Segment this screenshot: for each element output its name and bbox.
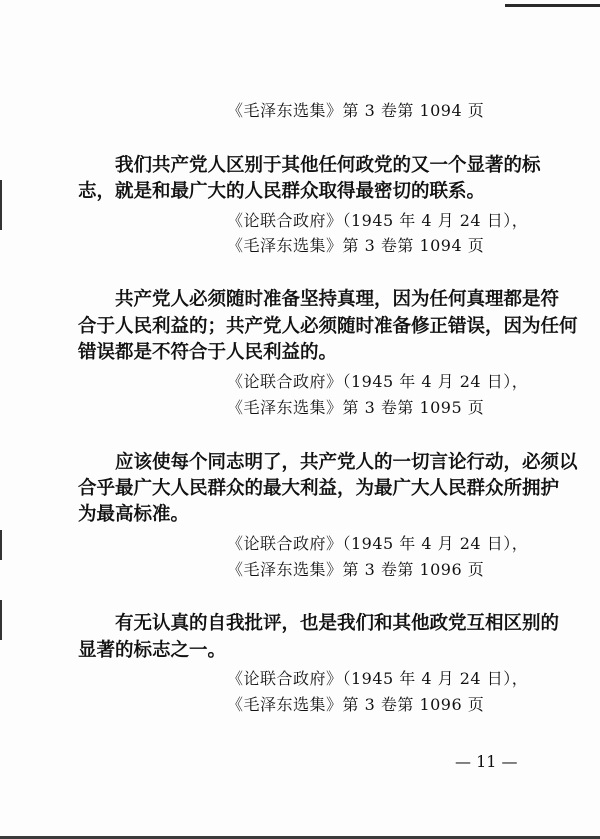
citation-source: 《毛泽东选集》第 3 卷第 1094 页 [227, 101, 485, 120]
citation-source: 《毛泽东选集》第 3 卷第 1096 页 [227, 560, 485, 579]
citation-source: 《论联合政府》（1945 年 4 月 24 日）， [227, 372, 529, 391]
citation-source: 《论联合政府》（1945 年 4 月 24 日）， [227, 211, 529, 230]
citation-source: 《论联合政府》（1945 年 4 月 24 日）， [227, 534, 529, 553]
page-number: — 11 — [455, 752, 518, 771]
quote-line: 合于人民利益的；共产党人必须随时准备修正错误，因为任何 [78, 316, 578, 337]
quote-line: 合乎最广大人民群众的最大利益，为最广大人民群众所拥护 [78, 478, 560, 499]
quote-line: 志，就是和最广大的人民群众取得最密切的联系。 [78, 181, 486, 202]
scan-left-edge [0, 180, 2, 230]
scan-left-edge [0, 530, 2, 560]
quote-line: 显著的标志之一。 [78, 640, 227, 661]
quote-line: 有无认真的自我批评，也是我们和其他政党互相区别的 [115, 613, 560, 634]
quote-line: 为最高标准。 [78, 504, 190, 525]
citation-source: 《毛泽东选集》第 3 卷第 1094 页 [227, 236, 485, 255]
citation-source: 《毛泽东选集》第 3 卷第 1096 页 [227, 695, 485, 714]
citation-source: 《论联合政府》（1945 年 4 月 24 日）， [227, 669, 529, 688]
scan-left-edge [0, 600, 2, 640]
quote-line: 错误都是不符合于人民利益的。 [78, 342, 338, 363]
citation-source: 《毛泽东选集》第 3 卷第 1095 页 [227, 398, 485, 417]
quote-line: 共产党人必须随时准备坚持真理，因为任何真理都是符 [115, 289, 560, 310]
scan-top-rule [505, 4, 600, 7]
quote-line: 我们共产党人区别于其他任何政党的又一个显著的标 [115, 155, 541, 176]
quote-line: 应该使每个同志明了，共产党人的一切言论行动，必须以 [115, 452, 578, 473]
